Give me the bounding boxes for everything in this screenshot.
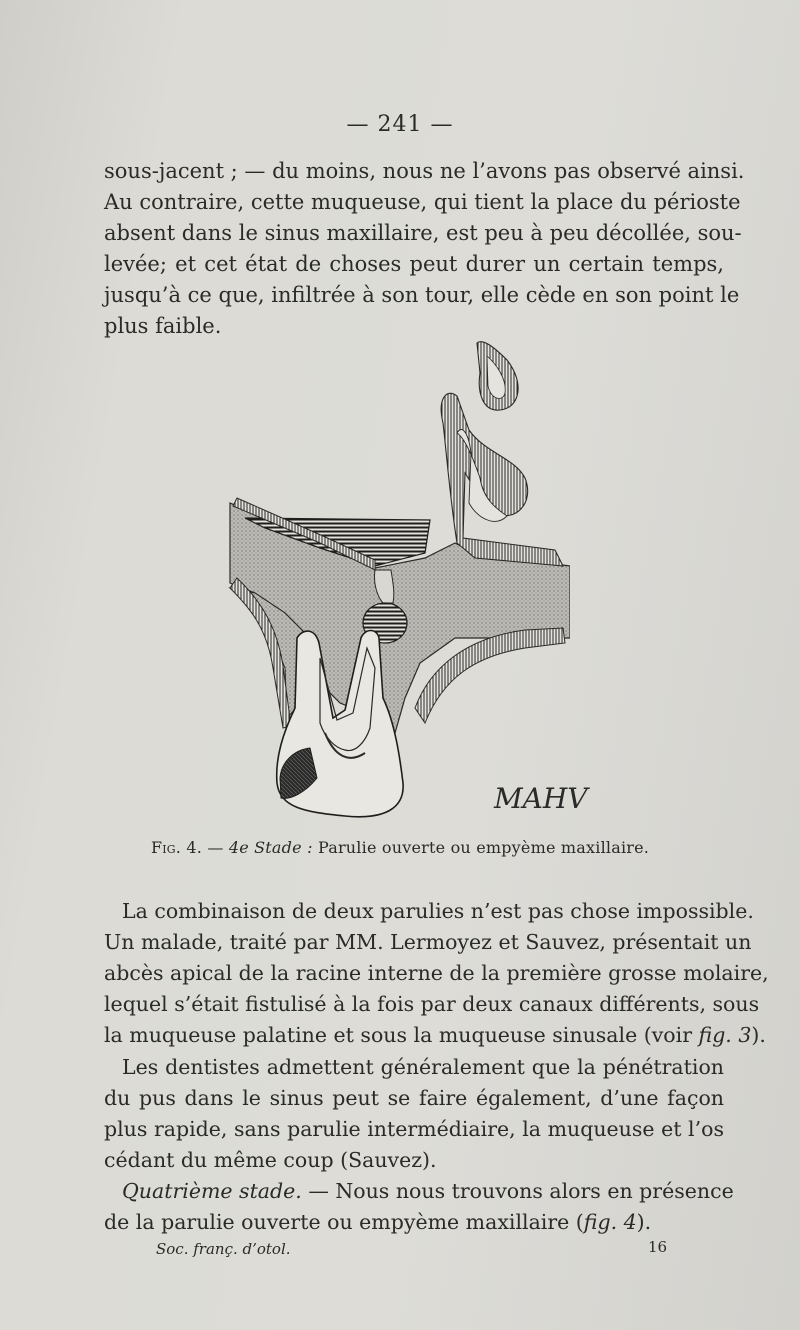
text-line: jusqu’à ce que, infiltrée à son tour, elle cède en son point le — [104, 283, 740, 307]
text-line: sous-jacent ; — du moins, nous ne l’avons pas observé ainsi. — [104, 159, 745, 183]
artist-signature — [490, 770, 610, 820]
text-line: Au contraire, cette muqueuse, qui tient la place du périoste — [104, 190, 741, 214]
text-line: cédant du même coup (Sauvez). — [104, 1148, 437, 1172]
text-line: La combinaison de deux parulies n’est pas chose impossible. — [122, 899, 754, 923]
text-line: plus rapide, sans parulie intermédiaire, la muqueuse et l’os — [104, 1117, 724, 1141]
figure-caption — [0, 838, 800, 857]
caption-stage: 4e Stade : — [228, 838, 313, 857]
nasal-mucosa — [441, 393, 563, 566]
caption-label: Fig. 4. — [150, 838, 203, 857]
paragraph-2 — [104, 896, 769, 1051]
text-line: Les dentistes admettent généralement que la pénétration — [122, 1055, 724, 1079]
paragraph-1 — [104, 156, 745, 342]
text-line: du pus dans le sinus peut se faire également, d’une façon — [104, 1086, 724, 1110]
caption-text: Parulie ouverte ou empyème maxillaire. — [317, 838, 650, 857]
paragraph-3 — [104, 1052, 724, 1176]
text-line: lequel s’était fistulisé à la fois par deux canaux différents, sous — [104, 992, 760, 1016]
text-line: levée; et cet état de choses peut durer un certain temps, — [104, 252, 724, 276]
footer-society: Soc. franç. d’otol. — [156, 1240, 291, 1258]
text-line: Un malade, traité par MM. Lermoyez et Sauvez, présentait un — [104, 930, 752, 954]
tooth-sinus-illustration — [225, 338, 570, 838]
signature-text: MAHV — [494, 782, 588, 815]
text-line: plus faible. — [104, 314, 222, 338]
stage-heading: Quatrième stade. — [122, 1179, 302, 1203]
figure-reference: fig. 3 — [698, 1023, 752, 1047]
text-line: de la parulie ouverte ou empyème maxillaire (fig. 4). — [104, 1210, 652, 1234]
text-line: Quatrième stade. — Nous nous trouvons alors en présence — [122, 1179, 734, 1203]
footer-signature-mark: 16 — [648, 1238, 668, 1256]
text-line: absent dans le sinus maxillaire, est peu à peu décollée, sou- — [104, 221, 742, 245]
caption-dash: — — [207, 838, 224, 857]
page-number: — 241 — — [346, 112, 454, 137]
text-line: la muqueuse palatine et sous la muqueuse sinusale (voir fig. 3). — [104, 1023, 766, 1047]
figure-reference: fig. 4 — [583, 1210, 637, 1234]
text-line: abcès apical de la racine interne de la première grosse molaire, — [104, 961, 769, 985]
paragraph-4 — [104, 1176, 734, 1238]
